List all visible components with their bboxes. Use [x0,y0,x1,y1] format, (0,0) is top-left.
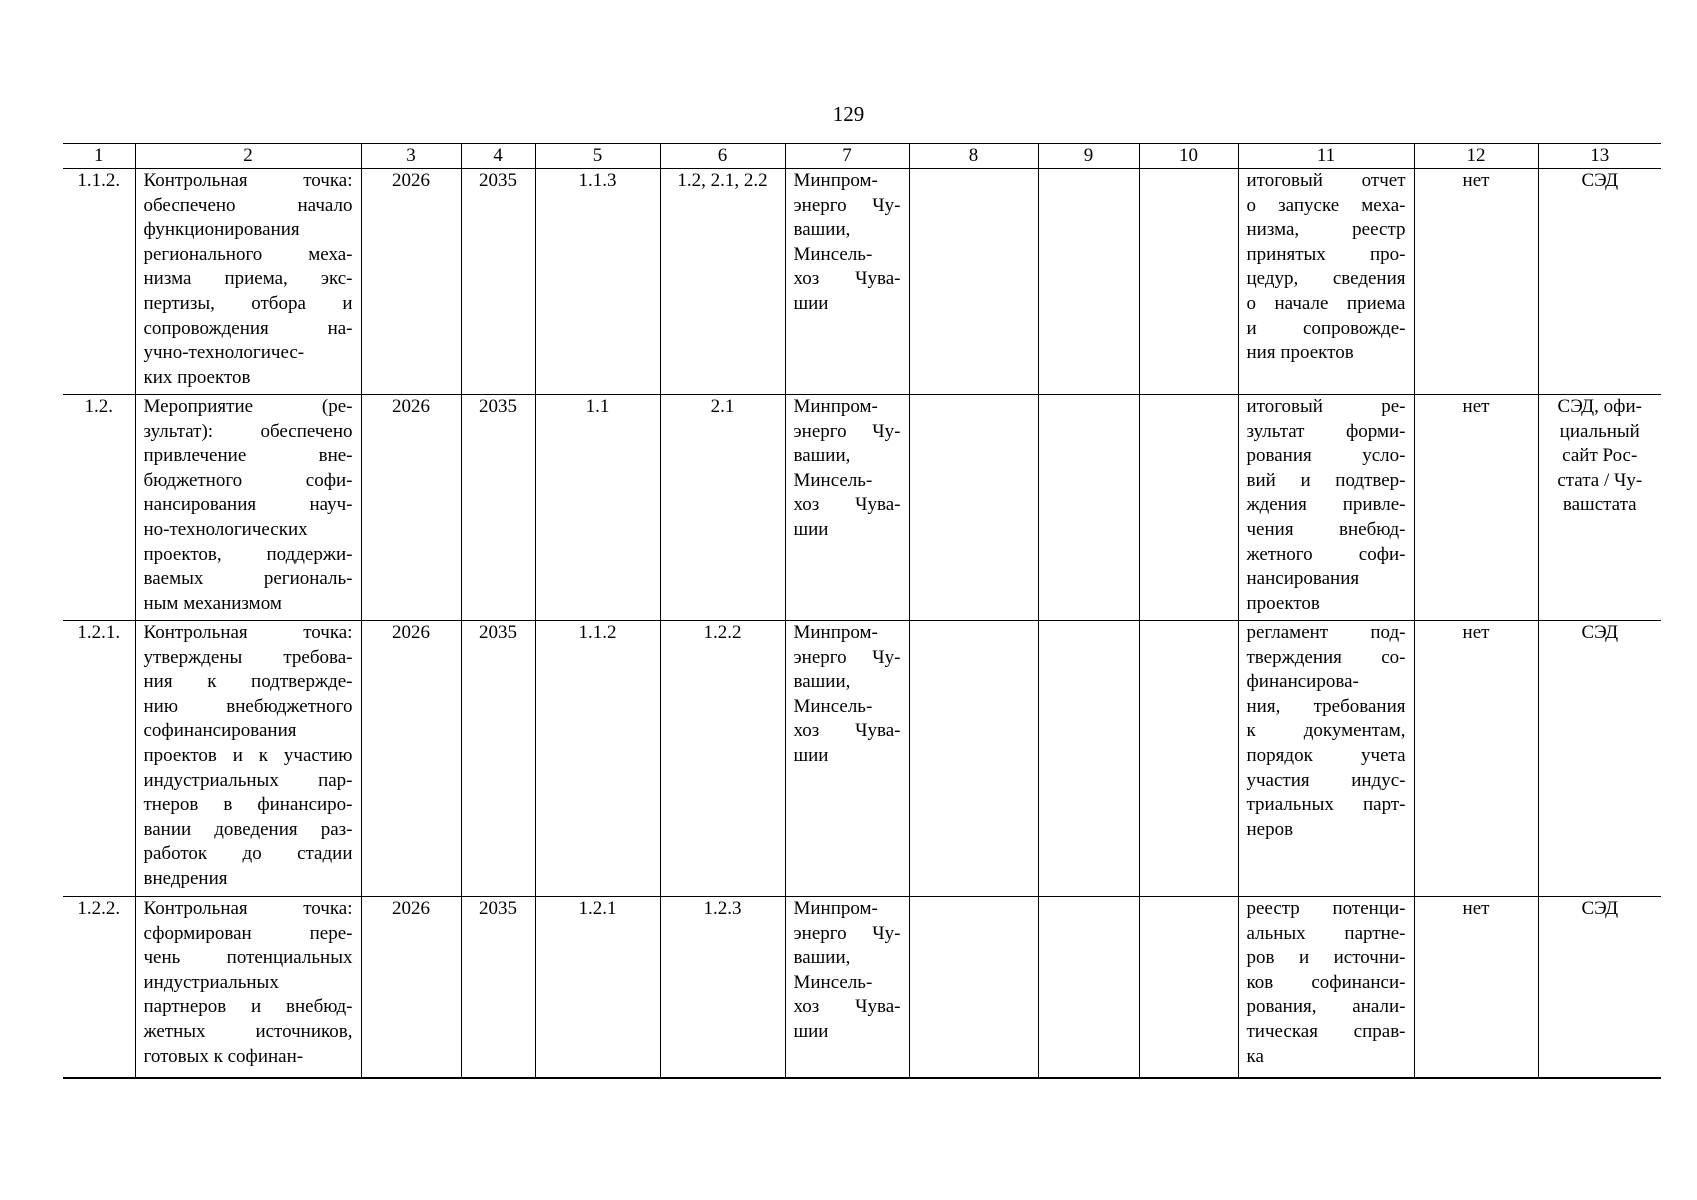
result-document-cell-line: принятых про- [1246,243,1406,265]
column-9-cell [1038,395,1139,621]
responsible-cell-line: шии [793,1020,829,1042]
responsible-cell-line: энерго Чу- [793,646,901,668]
event-name-cell-line: готовых к софинан- [143,1045,304,1067]
info-source-cell-line: СЭД [1581,898,1619,919]
linked-events-cell: 1.2.3 [660,897,785,1079]
result-document-cell-line: ров и источни- [1246,947,1406,969]
column-9-cell [1038,169,1139,395]
event-name-cell-line: утверждены требова- [143,646,353,668]
result-document-cell [1238,169,1414,395]
responsible-cell-line: Минпром- [793,898,878,919]
event-name-cell-line: вании доведения раз- [143,818,353,840]
responsible-cell-line: Минсель- [793,695,873,717]
result-document-cell-line: реестр потенци- [1246,898,1406,919]
column-8-cell [909,169,1038,395]
event-name-cell-line: ких проектов [143,366,251,388]
column-12-cell: нет [1414,621,1538,897]
event-name-cell-line: нию внебюджетного [143,695,353,717]
result-document-cell-line: тическая справ- [1246,1020,1406,1042]
row-number-cell: 1.2.1. [63,621,135,897]
responsible-cell [785,621,909,897]
column-9-cell [1038,897,1139,1079]
events-table [63,143,1661,1079]
column-number: 10 [1139,144,1238,169]
result-document-cell-line: триальных парт- [1246,794,1406,816]
result-document-cell-line: регламент под- [1246,622,1406,643]
column-number-row [63,144,1661,169]
event-name-cell-line: ваемых региональ- [143,568,353,590]
column-number: 5 [535,144,660,169]
start-year-cell: 2026 [361,395,461,621]
responsible-cell-line: вашии, [793,947,851,969]
result-document-cell-line: вий и подтвер- [1246,469,1406,491]
result-document-cell-line: ка [1246,1045,1264,1067]
responsible-cell-line: вашии, [793,219,851,241]
responsible-cell-line: хоз Чува- [793,996,901,1018]
result-document-cell-line: чения внебюд- [1246,518,1406,540]
responsible-cell-line: Минпром- [793,396,878,417]
linked-events-cell: 2.1 [660,395,785,621]
responsible-cell-line: хоз Чува- [793,720,901,742]
predecessor-cell: 1.2.1 [535,897,660,1079]
responsible-cell-line: Минсель- [793,243,873,265]
result-document-cell-line: итоговый ре- [1246,396,1406,417]
column-number: 4 [461,144,535,169]
result-document-cell-line: ния проектов [1246,342,1354,364]
result-document-cell-line: о запуске меха- [1246,194,1406,216]
result-document-cell-line: зультат форми- [1246,420,1406,442]
end-year-cell: 2035 [461,169,535,395]
table-row [63,621,1661,897]
column-12-cell: нет [1414,169,1538,395]
result-document-cell-line: к документам, [1246,720,1406,742]
responsible-cell-line: шии [793,292,829,314]
info-source-cell-line: стата / Чу- [1557,469,1643,491]
result-document-cell-line: проектов [1246,592,1320,614]
event-name-cell-line: жетных источников, [143,1020,353,1042]
column-9-cell [1038,621,1139,897]
table-row [63,169,1661,395]
info-source-cell [1538,169,1661,395]
event-name-cell-line: индустриальных [143,971,279,993]
end-year-cell: 2035 [461,897,535,1079]
page-number: 129 [832,102,865,126]
column-10-cell [1139,897,1238,1079]
info-source-cell-line: СЭД [1581,622,1619,643]
event-name-cell-line: низма приема, экс- [143,268,353,290]
event-name-cell-line: сопровождения на- [143,317,353,339]
event-name-cell-line: тнеров в финансиро- [143,794,353,816]
column-10-cell [1139,621,1238,897]
column-number: 2 [135,144,361,169]
column-8-cell [909,897,1038,1079]
responsible-cell-line: энерго Чу- [793,420,901,442]
table-row [63,395,1661,621]
result-document-cell [1238,395,1414,621]
info-source-cell-line: СЭД [1581,170,1619,191]
event-name-cell-line: внедрения [143,867,228,889]
column-8-cell [909,395,1038,621]
linked-events-cell: 1.2.2 [660,621,785,897]
responsible-cell-line: Минсель- [793,971,873,993]
column-number: 6 [660,144,785,169]
column-number: 11 [1238,144,1414,169]
linked-events-cell: 1.2, 2.1, 2.2 [660,169,785,395]
result-document-cell-line: низма, реестр [1246,219,1406,241]
responsible-cell-line: энерго Чу- [793,922,901,944]
result-document-cell [1238,621,1414,897]
event-name-cell-line: обеспечено начало [143,194,353,216]
event-name-cell [135,169,361,395]
predecessor-cell: 1.1 [535,395,660,621]
event-name-cell-line: чень потенциальных [143,947,353,969]
responsible-cell-line: энерго Чу- [793,194,901,216]
responsible-cell-line: хоз Чува- [793,494,901,516]
row-number-cell: 1.1.2. [63,169,135,395]
result-document-cell [1238,897,1414,1079]
event-name-cell [135,897,361,1079]
event-name-cell-line: индустриальных пар- [143,769,353,791]
column-number: 8 [909,144,1038,169]
event-name-cell-line: сформирован пере- [143,922,353,944]
row-number-cell: 1.2. [63,395,135,621]
event-name-cell-line: Контрольная точка: [143,622,353,643]
responsible-cell-line: вашии, [793,671,851,693]
info-source-cell [1538,621,1661,897]
info-source-cell-line: сайт Рос- [1562,445,1638,467]
info-source-cell-line: вашстата [1562,494,1637,516]
event-name-cell-line: Контрольная точка: [143,898,353,919]
info-source-cell-line: СЭД, офи- [1557,396,1642,417]
result-document-cell-line: ков софинанси- [1246,971,1406,993]
responsible-cell-line: Минпром- [793,170,878,191]
predecessor-cell: 1.1.2 [535,621,660,897]
event-name-cell [135,621,361,897]
responsible-cell [785,169,909,395]
event-name-cell-line: функционирования [143,219,300,241]
event-name-cell-line: проектов, поддержи- [143,543,353,565]
event-name-cell-line: учно-технологичес- [143,342,305,364]
end-year-cell: 2035 [461,621,535,897]
event-name-cell-line: зультат): обеспечено [143,420,353,442]
responsible-cell-line: Минсель- [793,469,873,491]
table-row [63,897,1661,1079]
column-12-cell: нет [1414,395,1538,621]
event-name-cell-line: регионального меха- [143,243,353,265]
responsible-cell-line: хоз Чува- [793,268,901,290]
event-name-cell-line: бюджетного софи- [143,469,353,491]
result-document-cell-line: порядок учета [1246,744,1406,766]
event-name-cell-line: работок до стадии [143,843,353,865]
info-source-cell-line: циальный [1559,420,1640,442]
result-document-cell-line: альных партне- [1246,922,1406,944]
column-number: 9 [1038,144,1139,169]
result-document-cell-line: рования усло- [1246,445,1406,467]
result-document-cell-line: неров [1246,818,1294,840]
result-document-cell-line: цедур, сведения [1246,268,1406,290]
column-number: 1 [63,144,135,169]
result-document-cell-line: и сопровожде- [1246,317,1406,339]
event-name-cell-line: ным механизмом [143,592,282,614]
responsible-cell-line: шии [793,744,829,766]
result-document-cell-line: итоговый отчет [1246,170,1406,191]
column-number: 13 [1538,144,1661,169]
start-year-cell: 2026 [361,169,461,395]
column-number: 12 [1414,144,1538,169]
responsible-cell [785,897,909,1079]
column-number: 3 [361,144,461,169]
start-year-cell: 2026 [361,897,461,1079]
event-name-cell-line: софинансирования [143,720,297,742]
result-document-cell-line: о начале приема [1246,292,1406,314]
info-source-cell [1538,395,1661,621]
event-name-cell-line: Контрольная точка: [143,170,353,191]
row-number-cell: 1.2.2. [63,897,135,1079]
event-name-cell-line: но-технологических [143,518,308,540]
end-year-cell: 2035 [461,395,535,621]
event-name-cell-line: партнеров и внебюд- [143,996,353,1018]
result-document-cell-line: тверждения со- [1246,646,1406,668]
result-document-cell-line: жетного софи- [1246,543,1406,565]
column-10-cell [1139,169,1238,395]
event-name-cell-line: пертизы, отбора и [143,292,353,314]
event-name-cell [135,395,361,621]
responsible-cell-line: вашии, [793,445,851,467]
event-name-cell-line: нансирования науч- [143,494,353,516]
predecessor-cell: 1.1.3 [535,169,660,395]
result-document-cell-line: финансирова- [1246,671,1359,693]
result-document-cell-line: ния, требования [1246,695,1406,717]
result-document-cell-line: ждения привле- [1246,494,1406,516]
responsible-cell [785,395,909,621]
event-name-cell-line: Мероприятие (ре- [143,396,353,417]
result-document-cell-line: участия индус- [1246,769,1406,791]
start-year-cell: 2026 [361,621,461,897]
result-document-cell-line: нансирования [1246,568,1360,590]
responsible-cell-line: Минпром- [793,622,878,643]
info-source-cell [1538,897,1661,1079]
column-8-cell [909,621,1038,897]
event-name-cell-line: проектов и к участию [143,744,353,766]
event-name-cell-line: ния к подтвержде- [143,671,353,693]
result-document-cell-line: рования, анали- [1246,996,1406,1018]
event-name-cell-line: привлечение вне- [143,445,353,467]
column-number: 7 [785,144,909,169]
column-12-cell: нет [1414,897,1538,1079]
responsible-cell-line: шии [793,518,829,540]
column-10-cell [1139,395,1238,621]
